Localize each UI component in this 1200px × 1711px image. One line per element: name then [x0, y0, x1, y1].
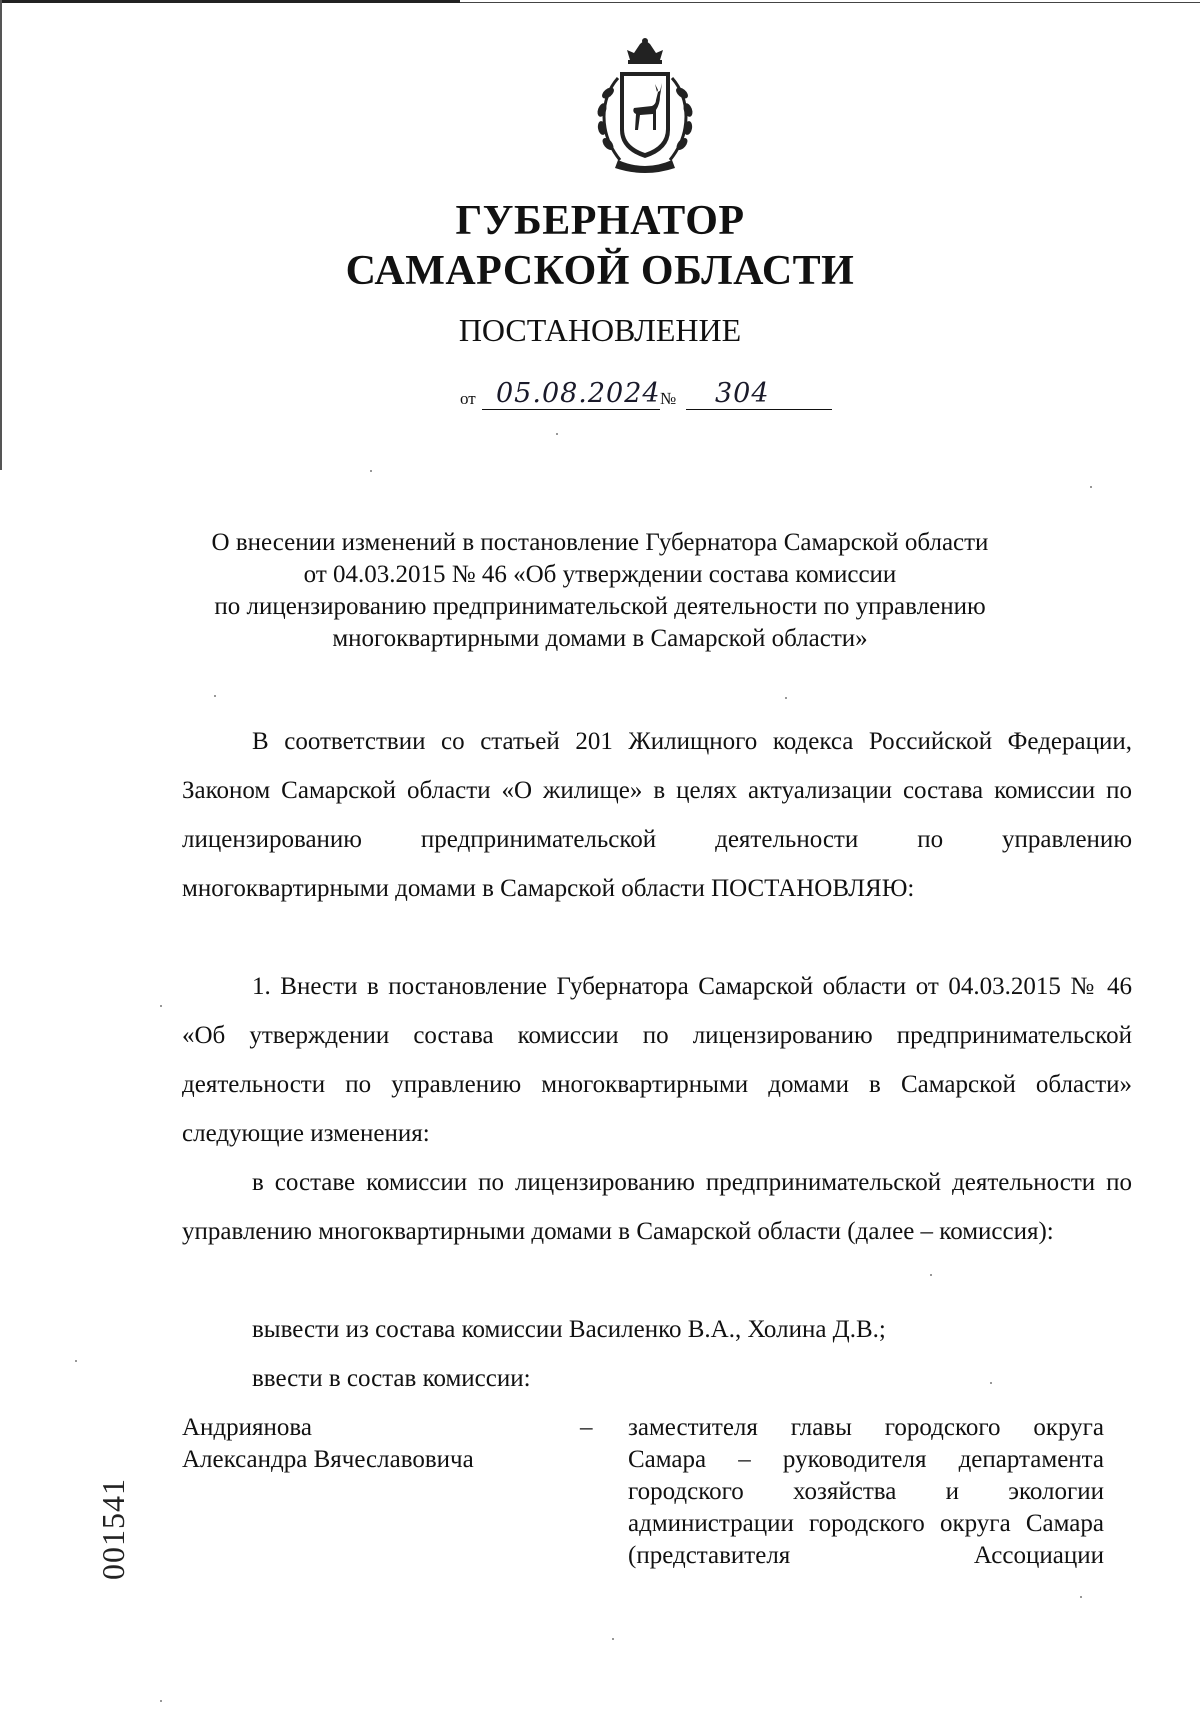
scan-speck [160, 1005, 162, 1007]
heading-line: О внесении изменений в постановление Губернатора Самарской области [211, 529, 989, 556]
number-handwritten: 304 [715, 378, 770, 409]
issuer-title [0, 196, 1200, 296]
date-label: от [460, 389, 476, 408]
heading-line: от 04.03.2015 № 46 «Об утверждении состава комиссии [303, 561, 897, 588]
coat-of-arms-icon [590, 38, 700, 176]
preamble-paragraph: В соответствии со статьей 201 Жилищного кодекса Российской Федерации, Законом Самарской области «О жилище» в целях актуализации состава комиссии по лицензированию предпринимательской деятельности по управлению многоквартирными домами в Самарской области ПОСТАНОВЛЯЮ: [182, 728, 1132, 902]
heading-line: по лицензированию предпринимательской деятельности по управлению [214, 593, 986, 620]
scan-speck [1080, 1596, 1082, 1598]
scan-speck [160, 1700, 162, 1702]
scan-speck [612, 1638, 614, 1640]
scan-speck [214, 695, 216, 697]
registration-stamp-number: 001541 [95, 1478, 131, 1580]
scan-speck [1090, 486, 1092, 488]
date-underline [482, 409, 660, 410]
scan-speck [556, 433, 558, 435]
member-name [182, 1412, 474, 1476]
document-type: ПОСТАНОВЛЕНИЕ [458, 312, 742, 348]
heading-line: многоквартирными домами в Самарской области» [332, 625, 868, 652]
document-heading [0, 527, 1200, 655]
issuer-title-line2: САМАРСКОЙ ОБЛАСТИ [345, 248, 855, 294]
item-1-paragraph: 1. Внести в постановление Губернатора Самарской области от 04.03.2015 № 46 «Об утверждении состава комиссии по лицензированию предпринимательской деятельности по управлению многоквартирными домами в Самарской области» следующие изменения: [182, 973, 1132, 1147]
member-given-names: Александра Вячеславовича [182, 1446, 474, 1473]
remove-members-line: вывести из состава комиссии Василенко В.А., Холина Д.В.; [252, 1316, 886, 1343]
scan-speck [990, 1382, 992, 1384]
scan-speck [75, 1360, 77, 1362]
scan-edge-top [0, 0, 460, 3]
member-dash: – [580, 1414, 593, 1441]
number-label: № [660, 389, 677, 408]
issuer-title-line1: ГУБЕРНАТОР [455, 198, 745, 244]
member-position: заместителя главы городского округа Самара – руководителя департамента городского хозяйства и экологии администрации городского округа Самара (представителя Ассоциации [628, 1414, 1104, 1569]
number-underline [686, 409, 832, 410]
scan-edge-top-thin [460, 2, 1200, 3]
scan-speck [785, 697, 787, 699]
date-handwritten: 05.08.2024 [496, 378, 661, 409]
add-members-line: ввести в состав комиссии: [252, 1365, 531, 1392]
scan-speck [930, 1274, 932, 1276]
composition-paragraph: в составе комиссии по лицензированию предпринимательской деятельности по управлению многоквартирными домами в Самарской области (далее – комиссия): [182, 1169, 1132, 1245]
member-surname: Андриянова [182, 1414, 312, 1441]
scan-speck [370, 470, 372, 472]
